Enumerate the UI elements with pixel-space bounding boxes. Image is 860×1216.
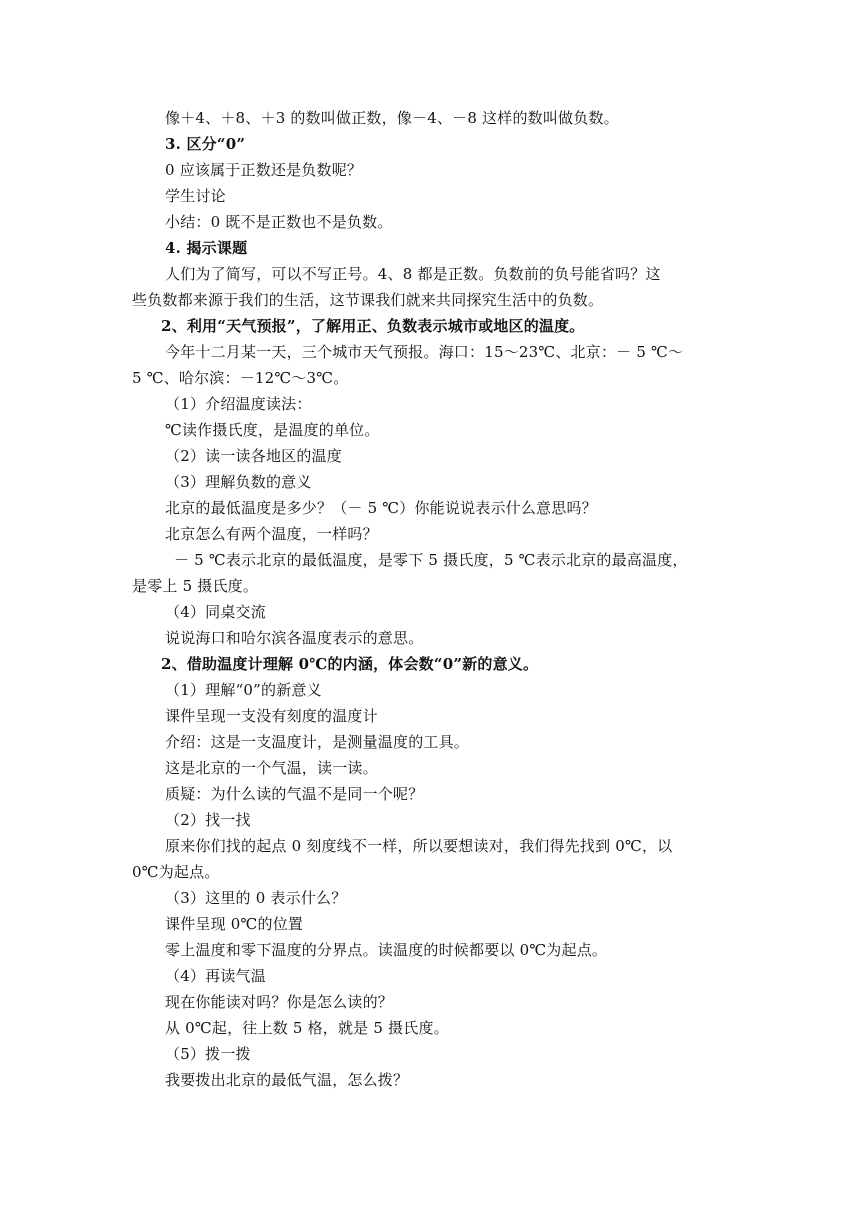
text-line: ℃读作摄氏度，是温度的单位。 xyxy=(165,421,380,439)
text-line: 人们为了简写，可以不写正号。4、8 都是正数。负数前的负号能省吗？这 xyxy=(165,265,661,283)
text-line: （2）找一找 xyxy=(165,811,251,829)
text-line: 0 应该属于正数还是负数呢？ xyxy=(165,161,363,179)
text-line: （3）理解负数的意义 xyxy=(165,473,312,491)
text-line: 从 0℃起，往上数 5 格，就是 5 摄氏度。 xyxy=(165,1019,449,1037)
section-heading: 2、利用“天气预报”，了解用正、负数表示城市或地区的温度。 xyxy=(161,317,585,335)
text-line: 课件呈现一支没有刻度的温度计 xyxy=(165,707,378,725)
text-line: （4）再读气温 xyxy=(165,967,266,985)
text-line: 北京的最低温度是多少？（－ 5 ℃）你能说说表示什么意思吗？ xyxy=(165,499,597,517)
text-line: 原来你们找的起点 0 刻度线不一样，所以要想读对，我们得先找到 0℃，以 xyxy=(165,837,673,855)
text-line: （1）介绍温度读法： xyxy=(165,395,312,413)
text-line: 今年十二月某一天，三个城市天气预报。海口：15～23℃、北京：－ 5 ℃～ xyxy=(165,343,684,361)
text-line: 学生讨论 xyxy=(165,187,226,205)
text-line: 小结：0 既不是正数也不是负数。 xyxy=(165,213,393,231)
section-heading: 4. 揭示课题 xyxy=(165,239,248,257)
text-line: 零上温度和零下温度的分界点。读温度的时候都要以 0℃为起点。 xyxy=(165,941,608,959)
text-line: 现在你能读对吗？你是怎么读的？ xyxy=(165,993,394,1011)
text-line: （1）理解“0”的新意义 xyxy=(165,681,322,699)
text-line: 是零上 5 摄氏度。 xyxy=(132,577,259,595)
text-line: 这是北京的一个气温，读一读。 xyxy=(165,759,378,777)
text-line: 说说海口和哈尔滨各温度表示的意思。 xyxy=(165,629,424,647)
text-line: （2）读一读各地区的温度 xyxy=(165,447,342,465)
text-line: （5）拨一拨 xyxy=(165,1045,251,1063)
section-heading: 3. 区分“0” xyxy=(165,135,246,153)
section-heading: 2、借助温度计理解 0℃的内涵，体会数“0”新的意义。 xyxy=(161,655,539,673)
text-line: 介绍：这是一支温度计，是测量温度的工具。 xyxy=(165,733,470,751)
text-line: 课件呈现 0℃的位置 xyxy=(165,915,304,933)
text-line: 像＋4、＋8、＋3 的数叫做正数，像－4、－8 这样的数叫做负数。 xyxy=(165,109,619,127)
text-line: 我要拨出北京的最低气温，怎么拨？ xyxy=(165,1071,409,1089)
text-line: 些负数都来源于我们的生活，这节课我们就来共同探究生活中的负数。 xyxy=(132,291,604,309)
text-line: （4）同桌交流 xyxy=(165,603,266,621)
text-line: （3）这里的 0 表示什么？ xyxy=(165,889,347,907)
text-line: 质疑：为什么读的气温不是同一个呢？ xyxy=(165,785,424,803)
text-line: 0℃为起点。 xyxy=(132,863,220,881)
text-line: 5 ℃、哈尔滨：－12℃～3℃。 xyxy=(132,369,349,387)
text-line: 北京怎么有两个温度，一样吗？ xyxy=(165,525,378,543)
text-line: － 5 ℃表示北京的最低温度，是零下 5 摄氏度，5 ℃表示北京的最高温度， xyxy=(174,551,688,569)
